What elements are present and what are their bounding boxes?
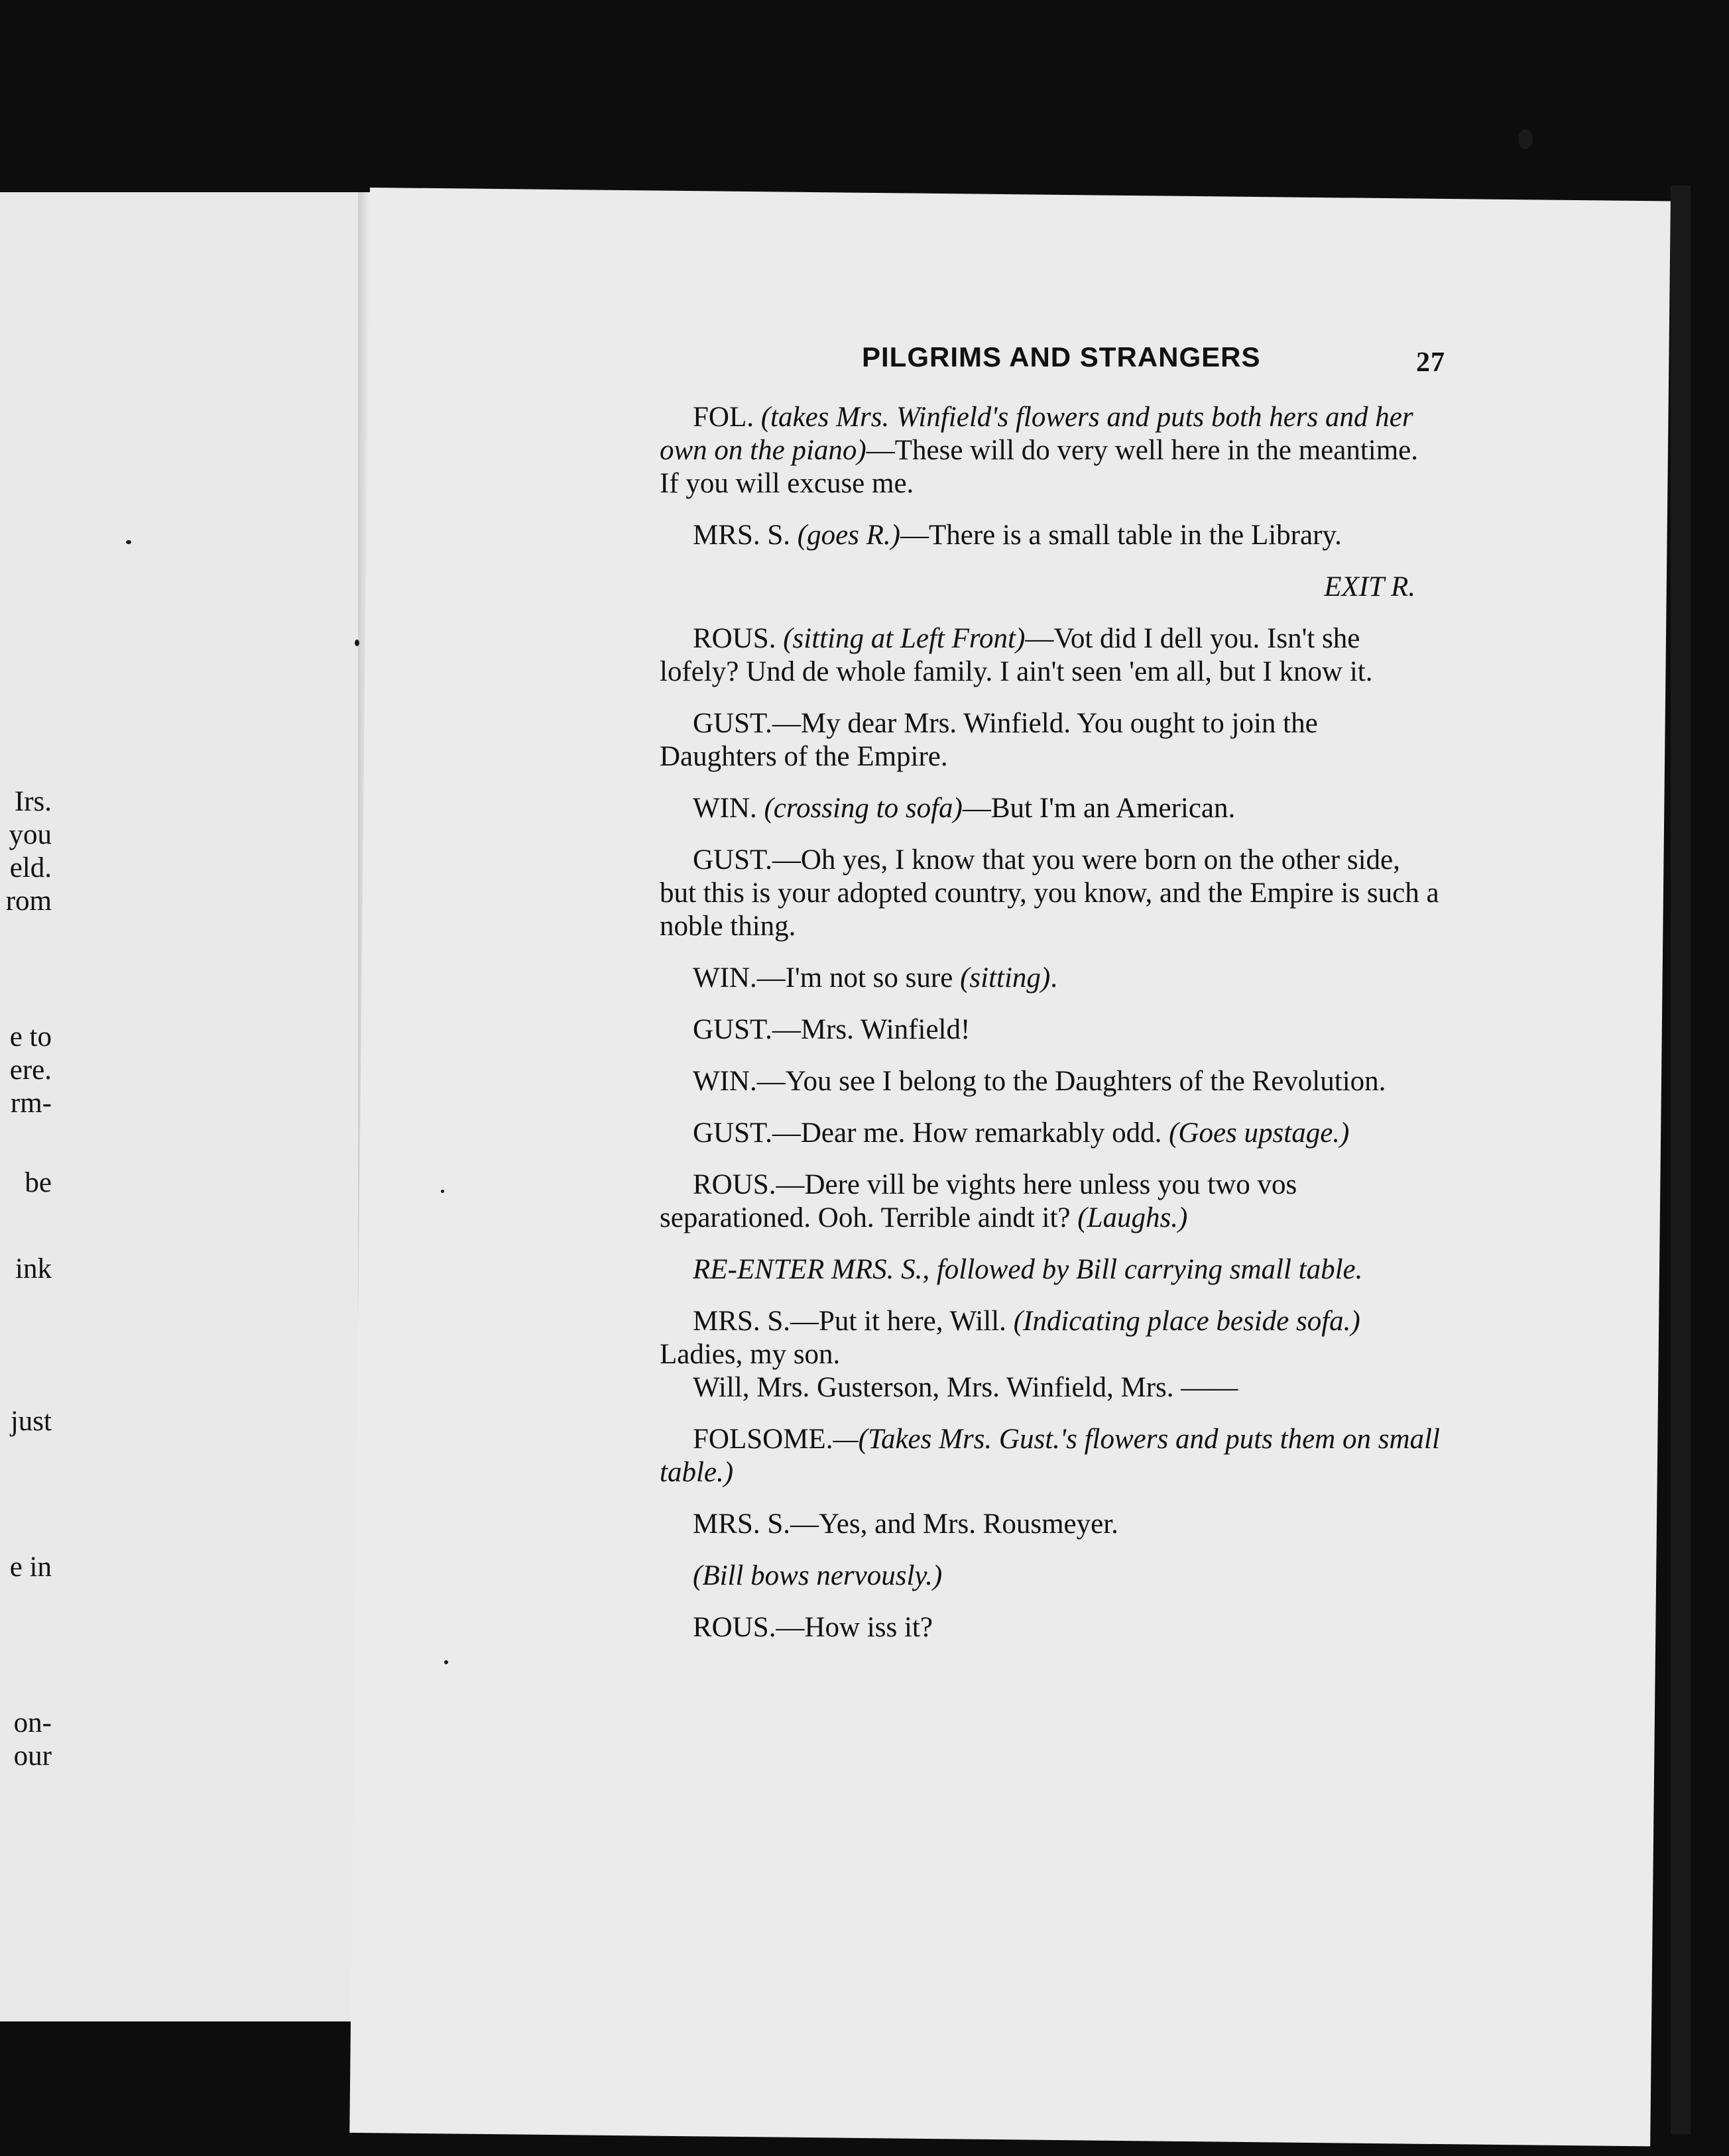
- stage-direction: (Indicating place beside sofa.): [1013, 1306, 1360, 1337]
- speaker: WIN.: [693, 793, 757, 824]
- left-fragment: rm-: [10, 1088, 52, 1119]
- dialogue-text: —Oh yes, I know that you were born on the other side, but this is your adopted country, you know, and the Empire is such a noble thing.: [660, 844, 1439, 942]
- dialogue-paragraph: [660, 1013, 1442, 1047]
- introduction-line: Will, Mrs. Gusterson, Mrs. Winfield, Mrs. ——: [693, 1372, 1238, 1403]
- stage-direction: (sitting at Left Front): [783, 623, 1026, 654]
- left-fragment: just: [10, 1406, 52, 1437]
- speaker: FOL.: [693, 402, 754, 433]
- dialogue-text: —Dere vill be vights here unless you two vos separationed. Ooh. Terrible aindt it?: [660, 1169, 1297, 1233]
- stage-direction: (Laughs.): [1077, 1202, 1188, 1233]
- exit-direction: EXIT R.: [1324, 571, 1415, 602]
- left-fragment: rom: [5, 885, 52, 917]
- dialogue-paragraph: [660, 1168, 1442, 1235]
- dialogue-text: .: [1050, 962, 1057, 993]
- stage-direction-line: (Bill bows nervously.): [693, 1560, 943, 1591]
- left-fragment: eld.: [9, 852, 52, 883]
- left-fragment: ere.: [9, 1054, 52, 1086]
- left-fragment: ink: [15, 1253, 52, 1284]
- page-edge-shadow: [1671, 186, 1691, 2134]
- speaker: ROUS.: [693, 1169, 776, 1200]
- dialogue-paragraph: [660, 844, 1442, 943]
- dialogue-text: —Put it here, Will.: [790, 1306, 1006, 1337]
- dialogue-text: —I'm not so sure: [756, 962, 953, 993]
- dialogue-paragraph: [660, 1305, 1442, 1371]
- left-fragment: on-: [13, 1707, 52, 1738]
- running-title: PILGRIMS AND STRANGERS: [862, 341, 1261, 372]
- speaker: MRS. S.: [693, 520, 790, 551]
- dialogue-text: —These will do very well here in the meantime. If you will excuse me.: [660, 435, 1418, 499]
- dialogue-text: —But I'm an American.: [962, 793, 1236, 824]
- speaker: MRS. S.: [693, 1508, 790, 1540]
- dialogue-paragraph: [660, 1117, 1442, 1150]
- dialogue-paragraph: [660, 707, 1442, 773]
- speaker: MRS. S.: [693, 1306, 790, 1337]
- dialogue-paragraph: [660, 1423, 1442, 1489]
- speaker: GUST.: [693, 1117, 772, 1149]
- speaker: GUST.: [693, 708, 772, 739]
- dust-speck: [441, 1190, 444, 1193]
- stage-direction: (takes Mrs. Winfield's flowers and puts both hers and her own on the piano): [660, 402, 1413, 466]
- speaker: ROUS.: [693, 623, 776, 654]
- speaker: FOLSOME.: [693, 1424, 833, 1455]
- dialogue-paragraph: [660, 622, 1442, 689]
- stage-direction: (Goes upstage.): [1169, 1117, 1350, 1149]
- dialogue-text: —Vot did I dell you. Isn't she lofely? Und de whole family. I ain't seen 'em all, but I know it.: [660, 623, 1373, 687]
- left-fragment: you: [9, 819, 52, 850]
- dialogue-text: Ladies, my son.: [660, 1339, 841, 1370]
- dialogue-text: —How iss it?: [776, 1612, 933, 1643]
- play-text: [660, 401, 1442, 1663]
- dialogue-text: —You see I belong to the Daughters of the Revolution.: [756, 1066, 1386, 1097]
- left-fragment: Irs.: [14, 786, 52, 817]
- speaker: GUST.: [693, 844, 772, 876]
- speaker: WIN.: [693, 1066, 757, 1097]
- dialogue-text: —There is a small table in the Library.: [900, 520, 1342, 551]
- left-fragment: e in: [9, 1552, 52, 1583]
- dust-speck: [126, 540, 131, 544]
- dialogue-paragraph: [660, 1508, 1442, 1541]
- dust-speck: [444, 1660, 448, 1664]
- dialogue-text: —Dear me. How remarkably odd.: [772, 1117, 1162, 1149]
- speaker: GUST.: [693, 1014, 772, 1045]
- dialogue-text: —Mrs. Winfield!: [772, 1014, 971, 1045]
- speaker: ROUS.: [693, 1612, 776, 1643]
- dialogue-paragraph: [660, 792, 1442, 825]
- dust-speck: [1518, 129, 1533, 149]
- dialogue-text: —My dear Mrs. Winfield. You ought to join the Daughters of the Empire.: [660, 708, 1318, 772]
- dialogue-paragraph: [660, 962, 1442, 995]
- speaker: WIN.: [693, 962, 757, 993]
- left-page: [0, 192, 371, 2021]
- page-number: 27: [1416, 347, 1445, 378]
- stage-entrance: RE-ENTER MRS. S., followed by Bill carrying small table.: [693, 1254, 1363, 1285]
- left-fragment: e to: [9, 1021, 52, 1052]
- stage-direction: (sitting): [960, 962, 1051, 993]
- stage-direction: (goes R.): [797, 520, 900, 551]
- dialogue-paragraph: [660, 1611, 1442, 1644]
- dialogue-text: —Yes, and Mrs. Rousmeyer.: [790, 1508, 1118, 1540]
- stage-direction: (crossing to sofa): [764, 793, 963, 824]
- dialogue-paragraph: [660, 401, 1442, 500]
- left-fragment: our: [13, 1740, 52, 1772]
- left-fragment: be: [25, 1167, 52, 1198]
- dialogue-paragraph: [660, 519, 1442, 552]
- dialogue-paragraph: [660, 1065, 1442, 1098]
- stage-direction: —(Takes Mrs. Gust.'s flowers and puts them on small table.): [660, 1424, 1440, 1488]
- dust-speck: [355, 640, 359, 646]
